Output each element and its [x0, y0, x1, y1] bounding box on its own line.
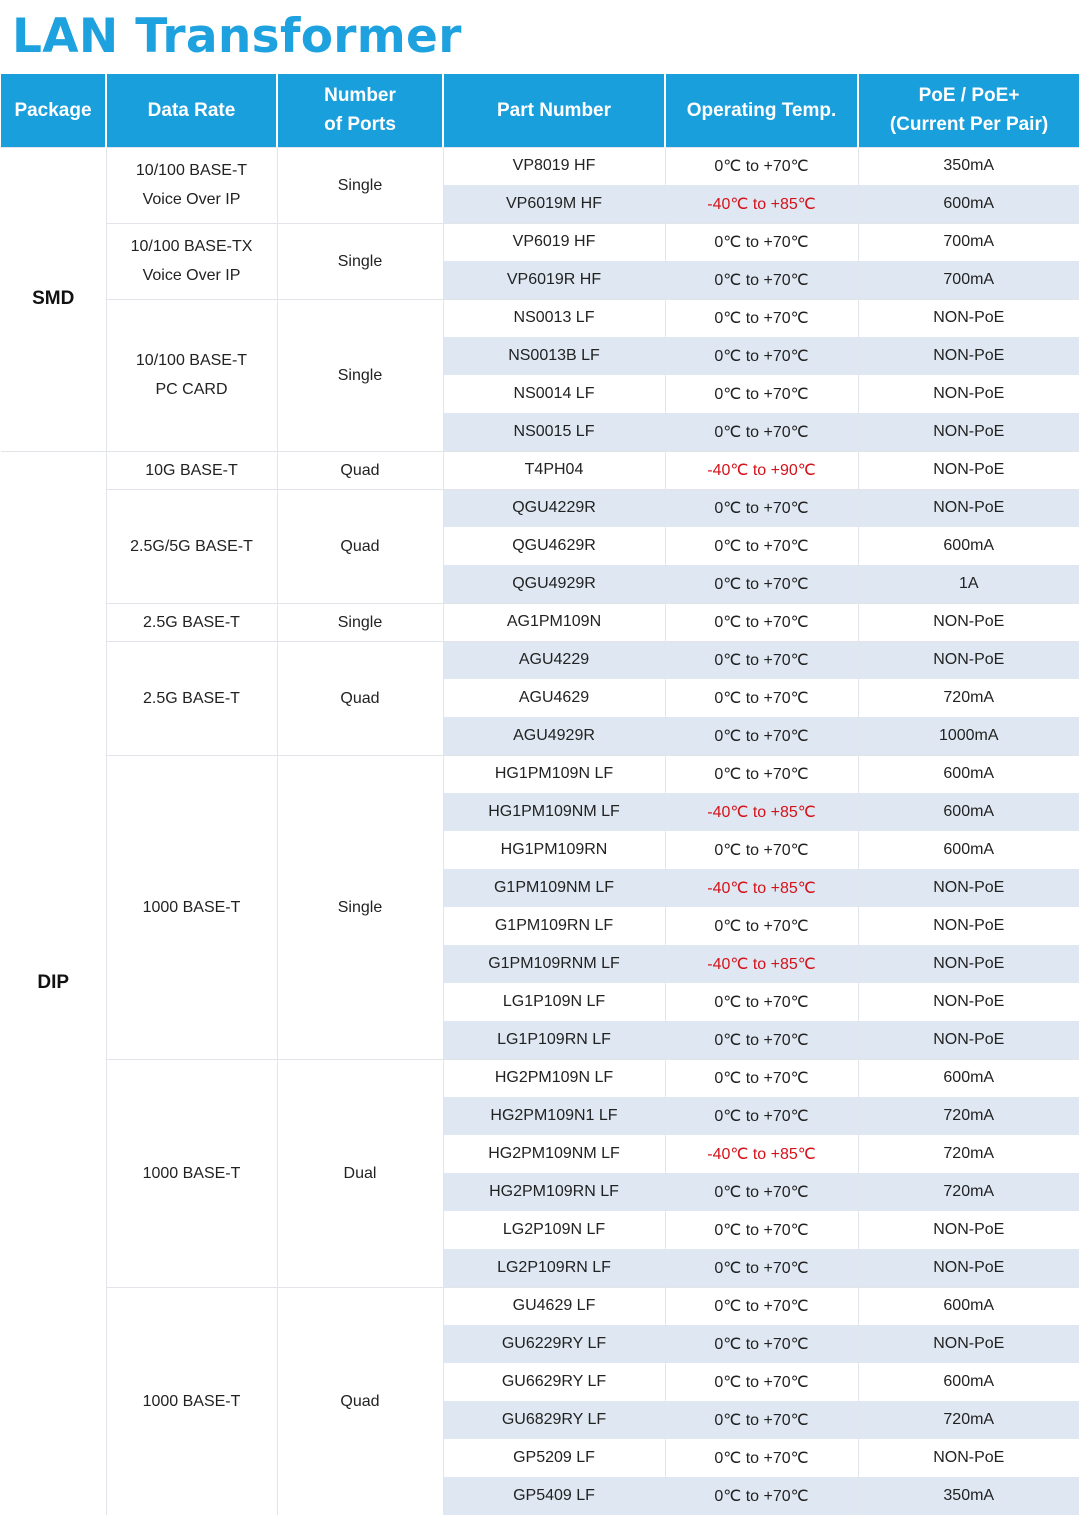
header-data-rate: Data Rate — [106, 74, 277, 147]
operating-temp-cell: 0℃ to +70℃ — [665, 983, 858, 1021]
operating-temp-cell: 0℃ to +70℃ — [665, 1211, 858, 1249]
ports-cell: Single — [277, 603, 443, 641]
operating-temp-cell: 0℃ to +70℃ — [665, 755, 858, 793]
poe-cell: NON-PoE — [858, 1249, 1079, 1287]
operating-temp-cell: -40℃ to +85℃ — [665, 1135, 858, 1173]
package-cell: SMD — [1, 147, 106, 451]
poe-cell: NON-PoE — [858, 1021, 1079, 1059]
ports-cell: Quad — [277, 451, 443, 489]
ports-cell: Quad — [277, 489, 443, 603]
part-number-cell: GP5209 LF — [443, 1439, 665, 1477]
part-number-cell: VP6019 HF — [443, 223, 665, 261]
operating-temp-cell: -40℃ to +85℃ — [665, 869, 858, 907]
poe-cell: NON-PoE — [933, 917, 1005, 934]
operating-temp-cell: 0℃ to +70℃ — [665, 337, 858, 375]
operating-temp-cell: 0℃ to +70℃ — [665, 641, 858, 679]
operating-temp-cell: -40℃ to +85℃ — [665, 793, 858, 831]
part-number-cell: GP5409 LF — [443, 1477, 665, 1515]
poe-cell: NON-PoE — [933, 1449, 1005, 1466]
part-number-cell: AGU4629 — [443, 679, 665, 717]
part-number-cell: HG1PM109NM LF — [443, 793, 665, 831]
operating-temp-cell: 0℃ to +70℃ — [665, 717, 858, 755]
data-rate-line: Voice Over IP — [142, 267, 241, 284]
poe-cell: NON-PoE — [933, 385, 1005, 402]
poe-cell: 720mA — [858, 1401, 1079, 1439]
part-number-cell: NS0013 LF — [443, 299, 665, 337]
table-row — [1, 603, 1079, 641]
part-number-cell: G1PM109NM LF — [443, 869, 665, 907]
part-number-cell: VP6019M HF — [443, 185, 665, 223]
data-rate-cell — [106, 223, 277, 299]
part-number-cell: AGU4929R — [443, 717, 665, 755]
table-row — [1, 489, 1079, 527]
operating-temp-cell: 0℃ to +70℃ — [665, 1097, 858, 1135]
poe-cell: 600mA — [858, 755, 1079, 793]
part-number-cell: AG1PM109N — [443, 603, 665, 641]
data-rate-cell — [106, 1059, 277, 1287]
part-number-cell: QGU4629R — [443, 527, 665, 565]
operating-temp-cell: 0℃ to +70℃ — [665, 1173, 858, 1211]
table-header — [1, 74, 1079, 147]
table-row — [1, 755, 1079, 793]
data-rate-line: 1000 BASE-T — [142, 1392, 241, 1410]
poe-cell: NON-PoE — [858, 299, 1079, 337]
package-cell: DIP — [1, 451, 106, 1515]
table-body — [1, 147, 1079, 1515]
part-number-cell: G1PM109RNM LF — [443, 945, 665, 983]
part-number-cell: LG2P109RN LF — [443, 1249, 665, 1287]
poe-cell: 1A — [858, 565, 1079, 603]
part-number-cell: NS0015 LF — [443, 413, 665, 451]
part-number-cell: VP8019 HF — [443, 147, 665, 185]
operating-temp-cell: 0℃ to +70℃ — [665, 1477, 858, 1515]
part-number-cell: G1PM109RN LF — [443, 907, 665, 945]
operating-temp-cell: 0℃ to +70℃ — [665, 1249, 858, 1287]
table-row — [1, 451, 1079, 489]
data-rate-line: 2.5G BASE-T — [143, 689, 240, 707]
part-number-cell: LG1P109N LF — [443, 983, 665, 1021]
data-rate-line: 10/100 BASE-TX — [130, 238, 253, 255]
table-row — [1, 1059, 1079, 1097]
data-rate-line: 10G BASE-T — [145, 461, 238, 479]
poe-cell: NON-PoE — [933, 1221, 1005, 1238]
part-number-cell: NS0014 LF — [443, 375, 665, 413]
ports-cell: Single — [277, 223, 443, 299]
table-row — [1, 299, 1079, 337]
data-rate-line: PC CARD — [155, 381, 228, 398]
poe-cell: NON-PoE — [858, 451, 1079, 489]
operating-temp-cell: 0℃ to +70℃ — [665, 831, 858, 869]
part-number-cell: LG2P109N LF — [443, 1211, 665, 1249]
header-poe — [858, 74, 1079, 147]
part-number-cell: GU4629 LF — [443, 1287, 665, 1325]
ports-cell: Single — [277, 755, 443, 1059]
data-rate-line: Voice Over IP — [142, 191, 241, 208]
lan-transformer-table — [1, 74, 1079, 1515]
poe-cell: 600mA — [943, 537, 995, 554]
ports-cell: Single — [277, 147, 443, 223]
operating-temp-cell: 0℃ to +70℃ — [665, 1401, 858, 1439]
poe-cell: 600mA — [858, 1287, 1079, 1325]
ports-cell: Quad — [277, 641, 443, 755]
poe-cell: NON-PoE — [858, 603, 1079, 641]
header-ports-line1: Number — [324, 85, 396, 107]
data-rate-line: 1000 BASE-T — [142, 1164, 241, 1182]
data-rate-line: 2.5G BASE-T — [143, 613, 240, 631]
operating-temp-cell: 0℃ to +70℃ — [665, 147, 858, 185]
operating-temp-cell: 0℃ to +70℃ — [665, 527, 858, 565]
operating-temp-cell: 0℃ to +70℃ — [665, 413, 858, 451]
operating-temp-cell: 0℃ to +70℃ — [665, 223, 858, 261]
part-number-cell: HG2PM109N LF — [443, 1059, 665, 1097]
operating-temp-cell: -40℃ to +85℃ — [665, 945, 858, 983]
poe-cell: NON-PoE — [858, 869, 1079, 907]
data-rate-cell — [106, 641, 277, 755]
part-number-cell: GU6829RY LF — [443, 1401, 665, 1439]
table-row — [1, 223, 1079, 261]
data-rate-cell — [106, 489, 277, 603]
poe-cell: 1000mA — [858, 717, 1079, 755]
operating-temp-cell: 0℃ to +70℃ — [665, 565, 858, 603]
operating-temp-cell: 0℃ to +70℃ — [665, 1325, 858, 1363]
operating-temp-cell: 0℃ to +70℃ — [665, 375, 858, 413]
header-row — [1, 74, 1079, 147]
part-number-cell: HG1PM109RN — [443, 831, 665, 869]
part-number-cell: QGU4929R — [443, 565, 665, 603]
part-number-cell: HG2PM109NM LF — [443, 1135, 665, 1173]
poe-cell: NON-PoE — [858, 1325, 1079, 1363]
data-rate-line: 10/100 BASE-T — [135, 162, 248, 179]
part-number-cell: QGU4229R — [443, 489, 665, 527]
poe-cell: NON-PoE — [858, 413, 1079, 451]
poe-cell: 720mA — [943, 1145, 995, 1162]
operating-temp-cell: 0℃ to +70℃ — [665, 261, 858, 299]
poe-cell: NON-PoE — [858, 641, 1079, 679]
table-row — [1, 641, 1079, 679]
part-number-cell: HG2PM109RN LF — [443, 1173, 665, 1211]
operating-temp-cell: 0℃ to +70℃ — [665, 1363, 858, 1401]
poe-cell: 720mA — [858, 1173, 1079, 1211]
operating-temp-cell: 0℃ to +70℃ — [665, 907, 858, 945]
header-package: Package — [1, 74, 106, 147]
poe-cell: 720mA — [943, 689, 995, 706]
data-rate-cell — [106, 755, 277, 1059]
data-rate-line: 2.5G/5G BASE-T — [130, 537, 253, 555]
operating-temp-cell: 0℃ to +70℃ — [665, 1059, 858, 1097]
page-title: LAN Transformer — [12, 9, 462, 64]
poe-cell: 350mA — [858, 147, 1079, 185]
header-ports-line2: of Ports — [324, 114, 396, 136]
operating-temp-cell: 0℃ to +70℃ — [665, 1439, 858, 1477]
part-number-cell: GU6629RY LF — [443, 1363, 665, 1401]
table-row — [1, 1287, 1079, 1325]
data-rate-cell — [106, 1287, 277, 1515]
ports-cell: Single — [277, 299, 443, 451]
data-rate-cell — [106, 603, 277, 641]
part-number-cell: LG1P109RN LF — [443, 1021, 665, 1059]
poe-cell: NON-PoE — [858, 489, 1079, 527]
poe-cell: 600mA — [858, 1059, 1079, 1097]
data-rate-line: 1000 BASE-T — [142, 898, 241, 916]
part-number-cell: T4PH04 — [443, 451, 665, 489]
header-part-number: Part Number — [443, 74, 665, 147]
poe-cell: 600mA — [943, 1373, 995, 1390]
operating-temp-cell: -40℃ to +85℃ — [665, 185, 858, 223]
poe-cell: 350mA — [858, 1477, 1079, 1515]
operating-temp-cell: 0℃ to +70℃ — [665, 679, 858, 717]
data-rate-cell — [106, 299, 277, 451]
ports-cell: Quad — [277, 1287, 443, 1515]
poe-cell: 600mA — [858, 793, 1079, 831]
operating-temp-cell: 0℃ to +70℃ — [665, 1287, 858, 1325]
operating-temp-cell: 0℃ to +70℃ — [665, 299, 858, 337]
table-row — [1, 147, 1079, 185]
poe-cell: NON-PoE — [858, 337, 1079, 375]
poe-cell: 600mA — [858, 185, 1079, 223]
poe-cell: 700mA — [858, 261, 1079, 299]
operating-temp-cell: -40℃ to +90℃ — [665, 451, 858, 489]
header-number-of-ports — [277, 74, 443, 147]
data-rate-cell — [106, 147, 277, 223]
operating-temp-cell: 0℃ to +70℃ — [665, 603, 858, 641]
poe-cell: NON-PoE — [933, 993, 1005, 1010]
operating-temp-cell: 0℃ to +70℃ — [665, 1021, 858, 1059]
part-number-cell: HG1PM109N LF — [443, 755, 665, 793]
part-number-cell: NS0013B LF — [443, 337, 665, 375]
poe-cell: 700mA — [858, 223, 1079, 261]
data-rate-line: 10/100 BASE-T — [135, 352, 248, 369]
header-poe-line1: PoE / PoE+ — [918, 85, 1020, 107]
ports-cell: Dual — [277, 1059, 443, 1287]
header-operating-temp: Operating Temp. — [665, 74, 858, 147]
part-number-cell: AGU4229 — [443, 641, 665, 679]
poe-cell: 720mA — [858, 1097, 1079, 1135]
part-number-cell: GU6229RY LF — [443, 1325, 665, 1363]
poe-cell: NON-PoE — [858, 945, 1079, 983]
operating-temp-cell: 0℃ to +70℃ — [665, 489, 858, 527]
header-poe-line2: (Current Per Pair) — [889, 114, 1049, 136]
data-rate-cell — [106, 451, 277, 489]
part-number-cell: HG2PM109N1 LF — [443, 1097, 665, 1135]
part-number-cell: VP6019R HF — [443, 261, 665, 299]
poe-cell: 600mA — [943, 841, 995, 858]
